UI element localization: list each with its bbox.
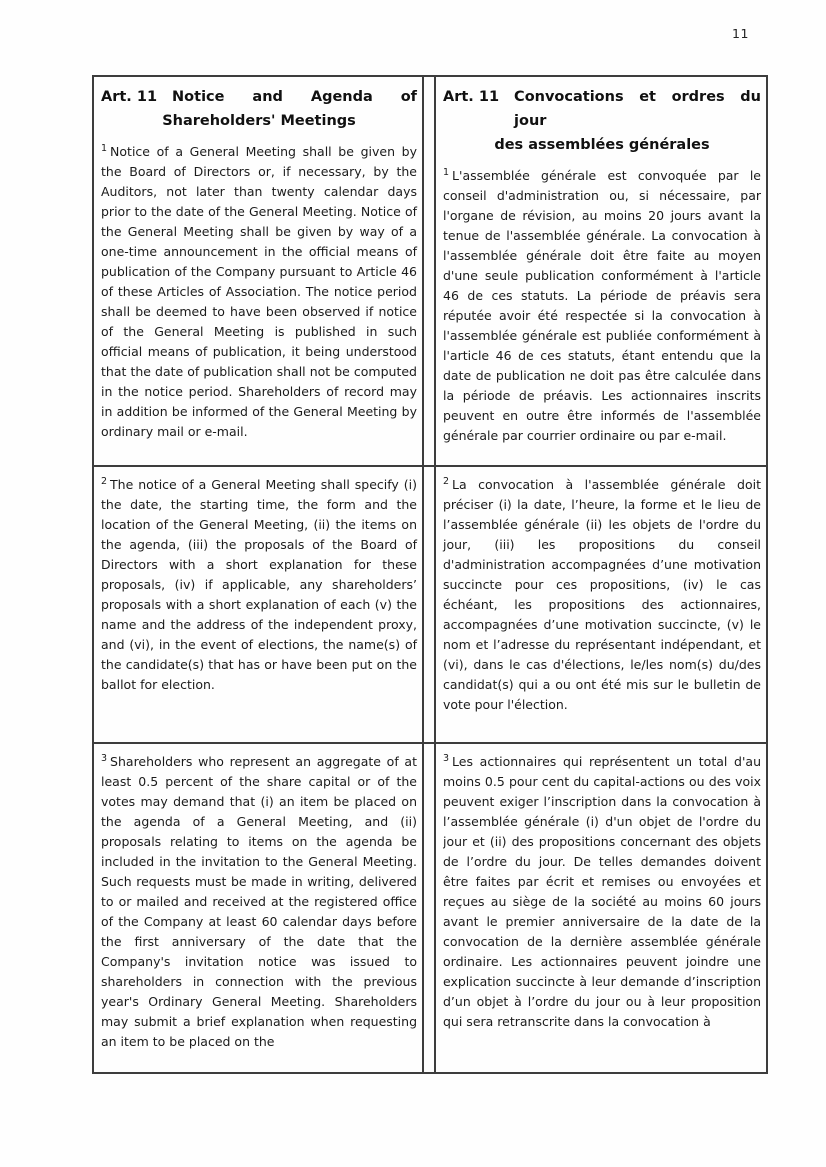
paragraph-marker: 2	[443, 475, 450, 487]
paragraph-fr-2	[443, 475, 761, 715]
paragraph-text: La convocation à l'assemblée générale doit préciser (i) la date, l’heure, la forme et le lieu de l’assemblée générale (ii) les objets de l'ordre du jour, (iii) les propositions du conseil d'administration accompagnées d’une motivation succincte pour ces propositions, (iv) le cas échéant, les propositions des actionnaires, accompagnées d’une motivation succincte, (v) le nom et l’adresse du représentant indépendant, et (vi), dans le cas d'élections, le/les nom(s) du/des candidat(s) qui a ou ont été mis sur le bulletin de vote pour l'élection.	[443, 477, 761, 712]
paragraph-en-1	[101, 142, 417, 442]
cell-en-para3	[93, 743, 423, 1073]
table-row-art11-para1	[93, 76, 767, 466]
paragraph-text: The notice of a General Meeting shall specify (i) the date, the starting time, the form and the location of the General Meeting, (ii) the items on the agenda, (iii) the proposals of the Board of Directors with a short explanation for these proposals, (iv) if applicable, any shareholders’ proposals with a short explanation of each (v) the name and the address of the independent proxy, and (vi), in the event of elections, the name(s) of the candidate(s) that has or have been put on the ballot for election.	[101, 477, 417, 692]
cell-en-para1	[93, 76, 423, 466]
paragraph-text: Les actionnaires qui représentent un total d'au moins 0.5 pour cent du capital-actions ou des voix peuvent exiger l’inscription dans la convocation à l’assemblée générale (i) d'un objet de l'ordre du jour et (ii) des propositions concernant des objets de l’ordre du jour. De telles demandes doivent être faites par écrit et remises ou envoyées et reçues au siège de la société au moins 60 jours avant le premier anniversaire de la date de la convocation de la dernière assemblée générale ordinaire. Les actionnaires peuvent joindre une explication succincte à leur demande d’inscription d’un objet à l’ordre du jour ou à leur proposition qui sera retranscrite dans la convocation à	[443, 754, 761, 1029]
paragraph-fr-1	[443, 166, 761, 446]
article-heading-fr-line1	[443, 85, 761, 133]
paragraph-marker: 2	[101, 475, 108, 487]
column-spacer	[423, 76, 435, 466]
paragraph-text: L'assemblée générale est convoquée par le conseil d'administration ou, si nécessaire, par l'organe de révision, au moins 20 jours avant la tenue de l'assemblée générale. La convocation à l'assemblée générale doit être faite au moyen d'une seule publication conformément à l'article 46 de ces statuts. La période de préavis sera réputée avoir été respectée si la convocation à l'assemblée générale est publiée conformément à l'article 46 de ces statuts, étant entendu que la date de publication ne doit pas être calculée dans la période de préavis. Les actionnaires inscrits peuvent en outre être informés de l'assemblée générale par courrier ordinaire ou par e-mail.	[443, 168, 761, 443]
article-title-fr-line1: Convocations et ordres du jour	[514, 89, 761, 129]
article-title-en-line1: Notice and Agenda of	[172, 89, 417, 105]
paragraph-fr-3	[443, 752, 761, 1032]
column-spacer	[423, 743, 435, 1073]
article-title-en-line2: Shareholders' Meetings	[162, 113, 356, 129]
paragraph-marker: 3	[443, 752, 450, 764]
page-number: 11	[732, 26, 749, 41]
paragraph-marker: 3	[101, 752, 108, 764]
paragraph-text: Shareholders who represent an aggregate of at least 0.5 percent of the share capital or of the votes may demand that (i) an item be placed on the agenda of a General Meeting, and (ii) proposals relating to items on the agenda be included in the invitation to the General Meeting. Such requests must be made in writing, delivered to or mailed and received at the registered office of the Company at least 60 calendar days before the first anniversary of the date that the Company's invitation notice was issued to shareholders in connection with the previous year's Ordinary General Meeting. Shareholders may submit a brief explanation when requesting an item to be placed on the	[101, 754, 417, 1049]
paragraph-en-3	[101, 752, 417, 1052]
cell-fr-para1	[435, 76, 767, 466]
column-spacer	[423, 466, 435, 743]
paragraph-marker: 1	[101, 142, 108, 154]
paragraph-text: Notice of a General Meeting shall be given by the Board of Directors or, if necessary, by the Auditors, not later than twenty calendar days prior to the date of the General Meeting. Notice of the General Meeting shall be given by way of a one-time announcement in the official means of publication of the Company pursuant to Article 46 of these Articles of Association. The notice period shall be deemed to have been observed if notice of the General Meeting is published in such official means of publication, it being understood that the date of publication shall not be computed in the notice period. Shareholders of record may in addition be informed of the General Meeting by ordinary mail or e-mail.	[101, 144, 417, 439]
cell-en-para2	[93, 466, 423, 743]
table-row-art11-para2	[93, 466, 767, 743]
article-heading-en-line1	[101, 85, 417, 109]
article-heading-fr	[443, 85, 761, 157]
table-row-art11-para3	[93, 743, 767, 1073]
article-number-fr: Art. 11	[443, 89, 500, 105]
bilingual-articles-table	[92, 75, 768, 1074]
paragraph-en-2	[101, 475, 417, 695]
cell-fr-para2	[435, 466, 767, 743]
article-number-en: Art. 11	[101, 89, 158, 105]
article-title-fr-line2: des assemblées générales	[494, 137, 710, 153]
article-heading-en	[101, 85, 417, 133]
cell-fr-para3	[435, 743, 767, 1073]
paragraph-marker: 1	[443, 166, 450, 178]
